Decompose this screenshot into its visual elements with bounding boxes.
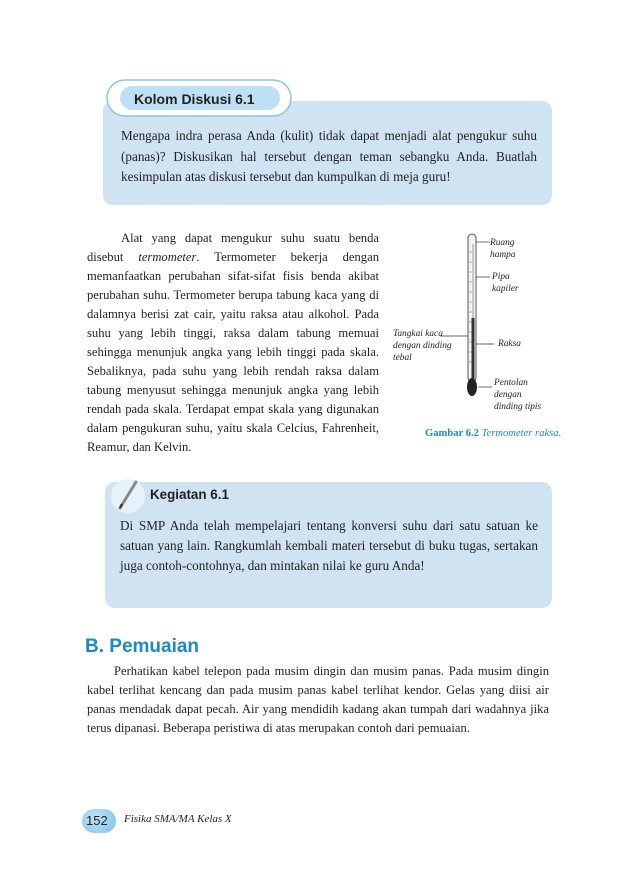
body-paragraph	[87, 229, 379, 457]
term-termometer: termometer	[138, 250, 197, 264]
body-text-start: Alat yang dapat mengukur suhu suatu benda disebut	[87, 231, 379, 264]
thermometer-figure	[390, 232, 550, 457]
label-pipa-kapiler: Pipa kapiler	[492, 272, 519, 294]
activity-title: Kegiatan 6.1	[150, 487, 229, 502]
book-title: Fisika SMA/MA Kelas X	[124, 813, 232, 825]
body-text-rest: . Termometer bekerja dengan memanfaatkan perubahan sifat-sifat fisis benda akibat perubahan suhu. Termometer berupa tabung kaca yang di dalamnya berisi zat cair, yaitu raksa atau alkohol. Pada suhu yang lebih tinggi, raksa dalam tabung memuai sehingga menunjuk angka yang lebih tinggi pada skala. Sebaliknya, pada suhu yang lebih rendah raksa dalam tabung menyusut sehingga menunjuk angka yang lebih rendah pada skala. Terdapat empat skala yang digunakan dalam pengukuran suhu, yaitu skala Celcius, Fahrenheit, Reamur, dan Kelvin.	[87, 250, 379, 454]
page-number: 152	[86, 813, 108, 828]
pencil-icon	[108, 476, 148, 516]
discussion-text: Mengapa indra perasa Anda (kulit) tidak dapat menjadi alat pengukur suhu (panas)? Diskusikan hal tersebut dengan teman sebangku Anda. Buatlah kesimpulan atas diskusi tersebut dan kumpulkan di meja guru!	[121, 128, 537, 184]
label-pentolan: Pentolan dengan dinding tipis	[494, 378, 542, 412]
activity-text: Di SMP Anda telah mempelajari tentang konversi suhu dari satu satuan ke satuan yang lain. Rangkumlah kembali materi tersebut di buku tugas, sertakan juga contoh-contohnya, dan mintakan nilai ke guru Anda!	[120, 518, 538, 573]
label-raksa: Raksa	[498, 339, 521, 349]
section-title: B. Pemuaian	[85, 636, 200, 657]
discussion-title-tab	[106, 79, 292, 117]
label-tangkai-kaca: Tangkai kaca dengan dinding tebal	[393, 329, 452, 363]
section-paragraph: Perhatikan kabel telepon pada musim dingin dan musim panas. Pada musim dingin kabel terlihat kencang dan pada musim panas kabel terlihat kendor. Gelas yang diisi air panas mendadak dapat pecah. Air yang mendidih kadang akan tumpah dari wadahnya jika terus dipanasi. Beberapa peristiwa di atas merupakan contoh dari pemuaian.	[87, 664, 549, 735]
figure-caption: Gambar 6.2 Termometer raksa.	[425, 428, 562, 439]
discussion-title: Kolom Diskusi 6.1	[134, 91, 255, 107]
label-ruang-hampa: Ruang hampa	[490, 238, 516, 260]
